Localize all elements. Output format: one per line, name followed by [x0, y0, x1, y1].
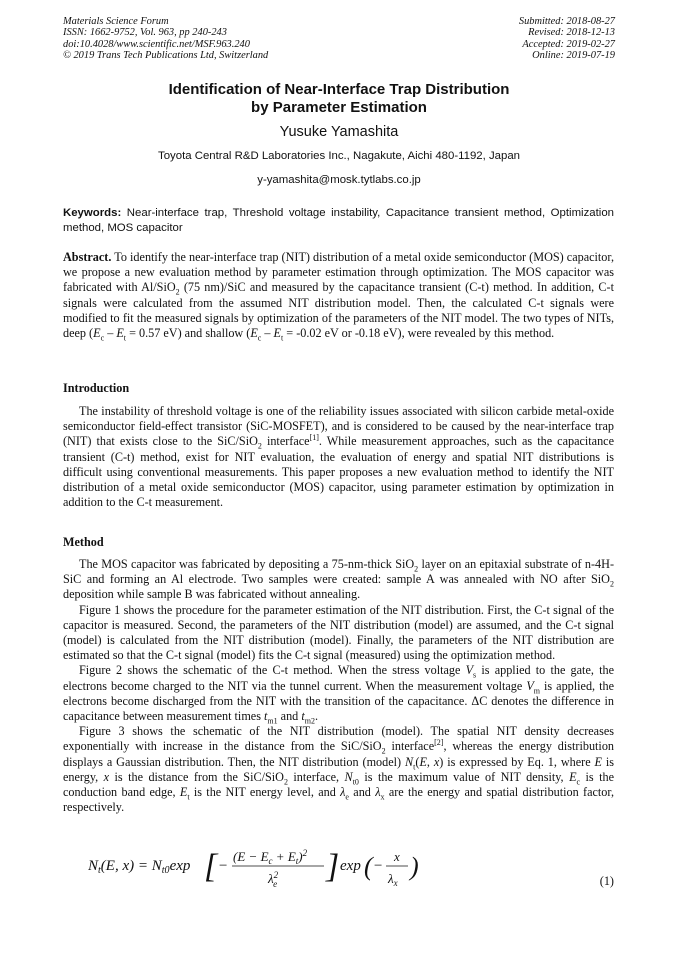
- svg-text:x: x: [394, 849, 400, 864]
- keywords: [63, 206, 614, 236]
- abstract-text-4: = -0.02 eV or -0.18 eV), were revealed by this method.: [283, 326, 555, 341]
- equation-1: [88, 846, 419, 892]
- m4d: is expressed by Eq. 1, where: [443, 754, 595, 769]
- journal-name: Materials Science Forum: [63, 16, 169, 27]
- equation-number: (1): [599, 874, 614, 888]
- method-heading: Method: [63, 535, 104, 549]
- revised-date: Revised: 2018-12-13: [528, 27, 615, 39]
- m3c: is applied, the electrons become discharged from the NIT with the transition of the capacitance. ΔC denotes the difference in capacitance between measurement times: [63, 678, 614, 724]
- citation-2: [2]: [434, 738, 444, 748]
- intro-text-b: interface: [261, 434, 310, 449]
- title-line-1: Identification of Near-Interface Trap Distribution: [168, 81, 510, 98]
- svg-text:λ2e: $\lambda^2$ e: [268, 870, 279, 889]
- svg-text:(: (: [364, 852, 373, 881]
- equation-graphic: [88, 846, 388, 892]
- m1b: layer on an epitaxial substrate of n-4H-SiC and forming an Al electrode. Two samples were created: sample A was annealed with NO after SiO: [63, 557, 615, 587]
- m4g: interface,: [287, 769, 345, 784]
- title-line-2: by Parameter Estimation: [251, 99, 427, 116]
- svg-text:): ): [410, 852, 419, 881]
- m4c: , whereas the energy distribution displays a Gaussian distribution. Then, the NIT distribution (model): [63, 739, 615, 769]
- m1a: The MOS capacitor was fabricated by depositing a 75-nm-thick SiO: [79, 557, 415, 571]
- m4a: Figure 3 shows the schematic of the NIT distribution (model). The spatial NIT density decreases exponentially with increase in the distance from the SiC/SiO: [63, 724, 614, 754]
- copyright-line: © 2019 Trans Tech Publications Ltd, Switzerland: [63, 50, 269, 62]
- method-paragraph-1: The MOS capacitor was fabricated by depositing a 75-nm-thick SiO$_2$ layer on an epitaxial substrate of n-4H-SiC and forming an Al electrode. Two samples were created: sample A was annealed with NO after SiO$_2$ deposition while sample B was fabricated without annealing.: [63, 557, 615, 602]
- svg-text:(E − Ec + Et)2: $(E - E_c + E_t)^2$: [233, 848, 308, 866]
- header-right: [519, 16, 615, 62]
- abstract-text-3: = 0.57 eV) and shallow (: [126, 326, 251, 341]
- m4e: is energy,: [63, 754, 614, 784]
- m4h: is the maximum value of NIT density,: [358, 769, 570, 784]
- online-date: Online: 2019-07-19: [532, 50, 615, 62]
- m4b: interface: [385, 739, 435, 754]
- issn-line: ISSN: 1662-9752, Vol. 963, pp 240-243: [63, 27, 227, 39]
- intro-text-c: . While measurement approaches, such as the capacitance transient (C-t) method, exist for NIT evaluation, the evaluation of energy and spatial NIT distributions is difficult using conventional measurements. This paper proposes a new evaluation method to identify the NIT distribution of a metal oxide semiconductor (MOS) capacitor, using parameter estimation by optimization in addition to the C-t measurement.: [63, 434, 614, 510]
- affiliation: Toyota Central R&D Laboratories Inc., Nagakute, Aichi 480-1192, Japan: [158, 150, 520, 162]
- keywords-label: Keywords:: [63, 207, 122, 219]
- abstract-text-2: (75 nm)/SiC and measured by the capacitance transient (C-t) method. In addition, C-t signals were calculated from the assumed NIT distribution model. Then, the calculated C-t signals were modified to fit the measured signals by optimization of the parameters of the NIT model. The two types of NITs, deep (: [63, 280, 614, 341]
- equation-exp-argument: [364, 846, 424, 892]
- m3d: and: [277, 709, 302, 724]
- abstract-text-1: To identify the near-interface trap (NIT) distribution of a metal oxide semiconductor (MOS) capacitor, we propose a new evaluation method by parameter estimation through optimization. The MOS capacitor was fabricated with Al/SiO: [63, 250, 615, 295]
- accepted-date: Accepted: 2019-02-27: [522, 38, 615, 50]
- m3b: is applied to the gate, the electrons become charged to the NIT via the tunnel current. When the measurement voltage: [63, 663, 614, 693]
- method-paragraph-3: Figure 2 shows the schematic of the C-t method. When the stress voltage $V_s$ is applied to the gate, the electrons become charged to the NIT via the tunnel current. When the measurement voltage $V_m$ is applied, the electrons become discharged from the NIT with the transition of the capacitance. ΔC denotes the difference in capacitance between measurement times $t_{m1}$ and $t_{m2}$.: [63, 663, 614, 726]
- abstract-label: Abstract.: [63, 250, 112, 264]
- submitted-date: Submitted: 2018-08-27: [518, 16, 615, 27]
- m4l: are the energy and spatial distribution factor, respectively.: [63, 785, 615, 815]
- m1c: deposition while sample B was fabricated without annealing.: [63, 587, 361, 602]
- m4j: is the NIT energy level, and: [189, 785, 341, 800]
- svg-text:[: [: [204, 848, 218, 885]
- citation-1: [1]: [309, 433, 319, 443]
- abstract: Abstract. To identify the near-interface trap (NIT) distribution of a metal oxide semiconductor (MOS) capacitor, we propose a new evaluation method by parameter estimation through optimization. The MOS capacitor was fabricated with Al/SiO$_2$ (75 nm)/SiC and measured by the capacitance transient (C-t) method. In addition, C-t signals were calculated from the assumed NIT distribution model. Then, the calculated C-t signals were modified to fit the measured signals by optimization of the parameters of the NIT model. The two types of NITs, deep ($E_c - E_t = 0.57$ eV) and shallow ($E_c - E_t = -0.02$ eV or -0.18 eV), were revealed by this method.: [63, 250, 615, 343]
- introduction-text: The instability of threshold voltage is one of the reliability issues associated with silicon carbide metal-oxide semiconductor field-effect transistor (SiC-MOSFET), and is considered to be caused by the near-interface trap (NIT) that exists close to the SiC/SiO$_2$ interface[1]. While measurement approaches, such as the capacitance transient (C-t) method, exist for NIT evaluation, the evaluation of energy and spatial NIT distributions is difficult using conventional measurements. This paper proposes a new evaluation method to identify the NIT distribution of a metal oxide semiconductor (MOS) capacitor, using parameter estimation by optimization in addition to the C-t measurement.: [63, 404, 614, 510]
- svg-text:λx: $\lambda_x$: [388, 871, 398, 888]
- m4i: is the conduction band edge,: [63, 769, 614, 800]
- method-paragraph-4: Figure 3 shows the schematic of the NIT distribution (model). The spatial NIT density decreases exponentially with increase in the distance from the SiC/SiO$_2$ interface[2], whereas the energy distribution displays a Gaussian distribution. Then, the NIT distribution (model) $N_t(E$, x) is expressed by Eq. 1, where E is energy, x is the distance from the SiC/SiO$_2$ interface, $N_{t0}$ is the maximum value of NIT density, $E_c$ is the conduction band edge, $E_t$ is the NIT energy level, and $\lambda_e$ and $\lambda_x$ are the energy and spatial distribution factor, respectively.: [63, 724, 615, 815]
- author-email: y-yamashita@mosk.tytlabs.co.jp: [257, 174, 421, 186]
- m3e: .: [314, 709, 318, 724]
- doi-line: doi:10.4028/www.scientific.net/MSF.963.240: [63, 38, 250, 50]
- svg-text:Nt(E, x) = Nt0exp: $N_t(E$, $x) = N_{t0}\exp$: [88, 858, 191, 876]
- author-name: Yusuke Yamashita: [279, 124, 399, 140]
- method-text: [63, 557, 614, 815]
- introduction-heading: Introduction: [63, 381, 130, 395]
- m3a: Figure 2 shows the schematic of the C-t method. When the stress voltage: [79, 663, 466, 678]
- method-paragraph-2: Figure 1 shows the procedure for the parameter estimation of the NIT distribution. First, the C-t signal of the capacitor is measured. Second, the parameters of the NIT distribution (model) are assumed, and the C-t signal (model) is calculated from the NIT distribution (model). Finally, the parameters of the NIT distribution are estimated so that the C-t signal (model) fits the C-t signal (measured) using the optimization method.: [63, 602, 614, 663]
- keywords-text: Near-interface trap, Threshold voltage instability, Capacitance transient method, Optimization method, MOS capacitor: [63, 207, 614, 234]
- intro-text-a: The instability of threshold voltage is one of the reliability issues associated with silicon carbide metal-oxide semiconductor field-effect transistor (SiC-MOSFET), and is considered to be caused by the near-interface trap (NIT) that exists close to the SiC/SiO: [63, 404, 614, 449]
- m4f: is the distance from the SiC/SiO: [109, 769, 284, 784]
- m4k: and: [348, 785, 376, 800]
- header-left: [63, 16, 268, 62]
- svg-text:−: −: [218, 858, 229, 874]
- svg-text:−: −: [373, 858, 384, 874]
- paper-title: [0, 81, 678, 117]
- svg-text:]: ]: [326, 848, 340, 885]
- svg-text:exp: exp: [340, 858, 361, 874]
